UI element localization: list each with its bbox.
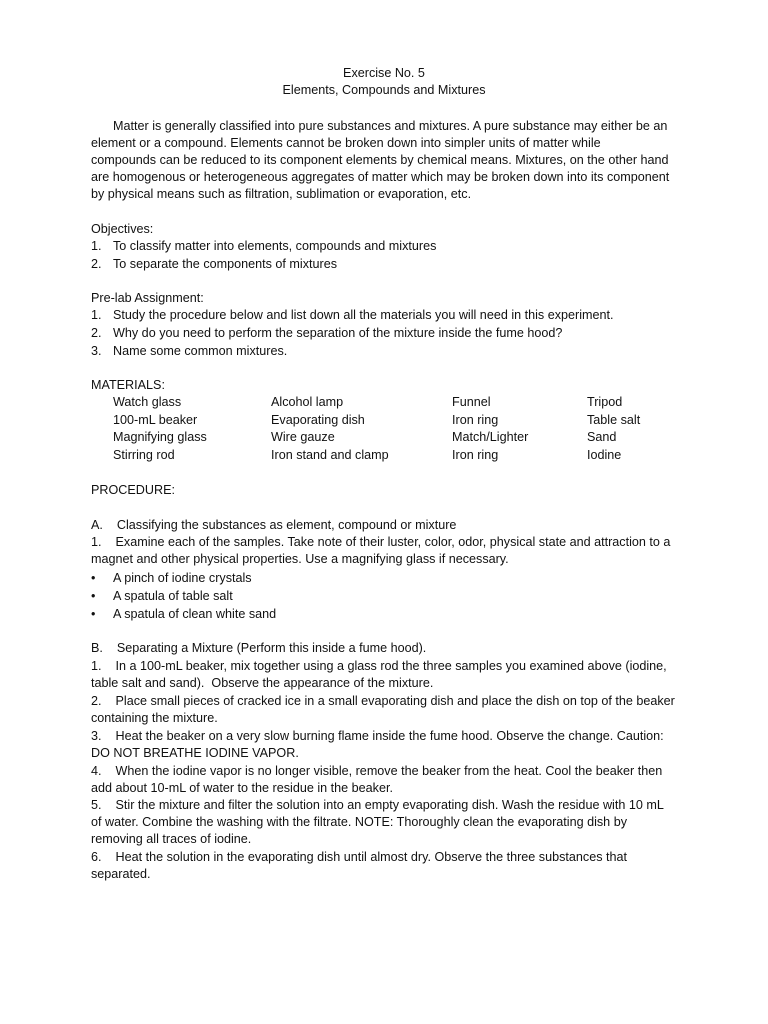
part-a-heading: A. Classifying the substances as element, compound or mixture [91, 518, 457, 532]
intro-line: are homogenous or heterogeneous aggregates of matter which may be broken down into its component [91, 170, 670, 184]
part-a-step: 1. Examine each of the samples. Take note of their luster, color, odor, physical state and attraction to a [91, 535, 671, 549]
sample-text: A spatula of clean white sand [113, 607, 277, 621]
part-b-line: removing all traces of iodine. [91, 832, 252, 846]
part-b-line: DO NOT BREATHE IODINE VAPOR. [91, 746, 299, 760]
material-item: Iron ring [452, 413, 499, 427]
material-item: Stirring rod [113, 448, 175, 462]
intro-line: compounds can be reduced to its component elements by chemical means. Mixtures, on the other hand [91, 153, 669, 167]
materials-heading: MATERIALS: [91, 378, 165, 392]
item-text: Why do you need to perform the separation of the mixture inside the fume hood? [113, 326, 563, 340]
intro-line: Matter is generally classified into pure substances and mixtures. A pure substance may either be an [113, 119, 668, 133]
material-item: Watch glass [113, 395, 182, 409]
procedure-heading: PROCEDURE: [91, 483, 175, 497]
item-text: To separate the components of mixtures [113, 257, 338, 271]
bullet-icon: • [91, 589, 96, 603]
material-item: Tripod [587, 395, 623, 409]
part-b-line: 3. Heat the beaker on a very slow burning flame inside the fume hood. Observe the change. Caution: [91, 729, 664, 743]
item-number: 1. [91, 239, 102, 253]
part-b-heading: B. Separating a Mixture (Perform this inside a fume hood). [91, 641, 427, 655]
material-item: Funnel [452, 395, 491, 409]
material-item: Iodine [587, 448, 622, 462]
part-b-line: table salt and sand). Observe the appearance of the mixture. [91, 676, 434, 690]
exercise-number: Exercise No. 5 [343, 66, 425, 80]
part-b-line: separated. [91, 867, 151, 881]
intro-line: element or a compound. Elements cannot be broken down into simpler units of matter while [91, 136, 601, 150]
sample-text: A spatula of table salt [113, 589, 233, 603]
item-number: 2. [91, 326, 102, 340]
part-a-step: magnet and other physical properties. Use a magnifying glass if necessary. [91, 552, 509, 566]
material-item: Magnifying glass [113, 430, 207, 444]
bullet-icon: • [91, 607, 96, 621]
exercise-title: Elements, Compounds and Mixtures [282, 83, 486, 97]
part-b-line: containing the mixture. [91, 711, 218, 725]
part-b-line: add about 10-mL of water to the residue in the beaker. [91, 781, 393, 795]
intro-line: by physical means such as filtration, sublimation or evaporation, etc. [91, 187, 472, 201]
part-b-line: 4. When the iodine vapor is no longer visible, remove the beaker from the heat. Cool the beaker then [91, 764, 663, 778]
material-item: Match/Lighter [452, 430, 529, 444]
material-item: Iron stand and clamp [271, 448, 389, 462]
objectives-heading: Objectives: [91, 222, 154, 236]
material-item: Alcohol lamp [271, 395, 344, 409]
item-number: 1. [91, 308, 102, 322]
material-item: Evaporating dish [271, 413, 365, 427]
prelab-heading: Pre-lab Assignment: [91, 291, 204, 305]
material-item: Iron ring [452, 448, 499, 462]
part-b-line: 6. Heat the solution in the evaporating dish until almost dry. Observe the three substances that [91, 850, 628, 864]
part-b-line: 5. Stir the mixture and filter the solution into an empty evaporating dish. Wash the residue with 10 mL [91, 798, 664, 812]
part-b-line: 2. Place small pieces of cracked ice in a small evaporating dish and place the dish on top of the beaker [91, 694, 675, 708]
material-item: Table salt [587, 413, 641, 427]
material-item: 100-mL beaker [113, 413, 198, 427]
material-item: Wire gauze [271, 430, 335, 444]
part-b-line: 1. In a 100-mL beaker, mix together using a glass rod the three samples you examined above (iodine, [91, 659, 667, 673]
part-b-line: of water. Combine the washing with the filtrate. NOTE: Thoroughly clean the evaporating dish by [91, 815, 627, 829]
item-number: 2. [91, 257, 102, 271]
item-text: To classify matter into elements, compounds and mixtures [113, 239, 437, 253]
item-text: Study the procedure below and list down all the materials you will need in this experiment. [113, 308, 614, 322]
sample-text: A pinch of iodine crystals [113, 571, 252, 585]
item-text: Name some common mixtures. [113, 344, 288, 358]
bullet-icon: • [91, 571, 96, 585]
material-item: Sand [587, 430, 617, 444]
item-number: 3. [91, 344, 102, 358]
